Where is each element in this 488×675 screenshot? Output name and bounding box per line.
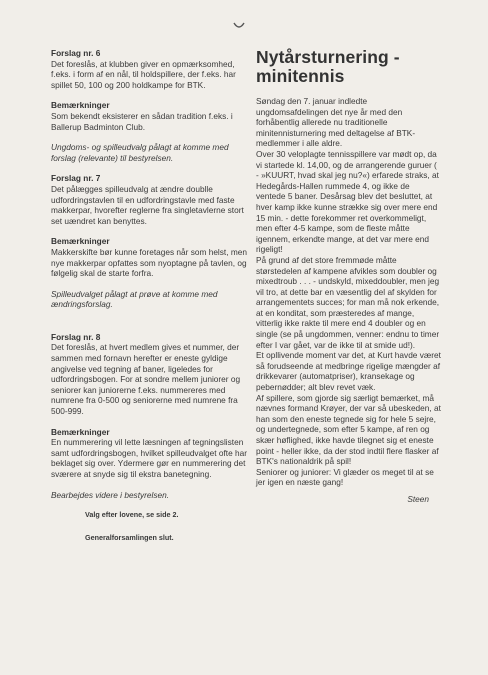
proposal-8-remarks: En nummerering vil lette læsningen af tegningslisten samt udfordringsbogen, hvilket spilleudvalget ofte har beklaget sig over. Ydermere gør en nummerering det sværere at snyde sig til ekstra banetegning.: [51, 437, 248, 479]
proposal-6-body: Det foreslås, at klubben giver en opmærksomhed, f.eks. i form af en nål, til holdspillere, der f.eks. har spillet 50, 100 og 200 holdkampe for BTK.: [51, 58, 236, 90]
article-title: Nytårsturnering - minitennis: [256, 47, 400, 86]
article-paragraph-6: Seniorer og juniorer: Vi glæder os meget til at se jer igen en næste gang!: [256, 466, 434, 488]
proposal-7-body: Det pålægges spilleudvalg at ændre doublle udfordringstavlen til en udfordringstavle med faste makkerpar, hvorefter reglerne fra singletavlerne stort set uændret kan benyttes.: [51, 183, 244, 226]
proposal-7-heading: Forslag nr. 7: [51, 173, 101, 184]
article-paragraph-2: Over 30 veloplagte tennisspillere var mødt op, da vi startede kl. 14,00, og de arrangerende guruer ( - »KUURT, hvad skal jeg nu?«) erfarede straks, at Hedegårds-Hallen rummede 4, og ikke de ventede 5 baner. Desårsag blev det besluttet, at hver kamp ikke kunne strække sig over mere end 15 min. - dette forekommer ret overkommeligt, men efter 4-5 kampe, som de fleste måtte igennem, erkendte mange, at det var mere end rigeligt!: [256, 148, 439, 255]
article-paragraph-5: Af spillere, som gjorde sig særligt bemærket, må nævnes formand Krøyer, der var så ubeskeden, at han som den eneste tegnede sig for hele 5 sejre, og undertegnede, som efter 5 kampe, af ren og skær høflighed, ikke havde tilegnet sig et eneste point - heller ikke, da der stod indtil flere flasker af BTK's nationaldrik på spil!: [256, 392, 441, 467]
proposal-6-remarks-heading: Bemærkninger: [51, 100, 110, 111]
proposal-8-body: Det foreslås, at hvert medlem gives et nummer, der sammen med fornavn herefter er eneste gyldige angivelse ved tegning af baner, ligeledes for udfordringsbogen. For at sondre mellem juniorer og seniorer kan juniorerne f.eks. nummereres med numrene fra 0-500 og seniorerne med numrene fra 500-999.: [51, 342, 241, 417]
proposal-7-remarks: Makkerskifte bør kunne foretages når som helst, men nye makkerpar opfattes som nyoptagne på tavlen, og følgelig skal de starte forfra.: [51, 246, 247, 279]
article-paragraph-3: På grund af det store fremmøde måtte størstedelen af kampene afvikles som doubler og mixedtroub . . . - undskyld, mixeddoubler, men jeg vil tro, at dette bar en væsentlig del af skylden for arrangementets succes; for man må nok erkende, at en konditat, som præsteredes af mange, vitterlig ikke rakte til mere end 4 doubler og en single (se på ungdommen, venner: endnu to timer efter I var gået, var de ikke til at smide ud!).: [256, 254, 440, 350]
article-paragraph-1: Søndag den 7. januar indledte ungdomsafdelingen det nye år med den forhåbentlig allerede nu traditionelle minitennisturnering med deltagelse af BTK-medlemmer i alle aldre.: [256, 96, 416, 149]
proposal-7-remarks-heading: Bemærkninger: [51, 236, 110, 247]
article-signature: Steen: [407, 493, 429, 504]
page-mark: [232, 22, 246, 32]
proposal-6-remarks: Som bekendt eksisterer en sådan tradition f.eks. i Ballerup Badminton Club.: [51, 110, 233, 132]
left-column: [51, 48, 248, 543]
footer-meeting-end: Generalforsamlingen slut.: [85, 532, 174, 542]
proposal-8-heading: Forslag nr. 8: [51, 331, 101, 342]
footer-election-note: Valg efter lovene, se side 2.: [85, 510, 179, 520]
proposal-6-heading: Forslag nr. 6: [51, 48, 101, 58]
proposal-8-remarks-heading: Bemærkninger: [51, 426, 110, 437]
right-column: [256, 48, 441, 505]
proposal-6-decision: Ungdoms- og spilleudvalg pålagt at komme med forslag (relevante) til bestyrelsen.: [51, 142, 229, 163]
article-paragraph-4: Et opllivende moment var det, at Kurt havde været så forudseende at medbringe rigelige mængder af drikkevarer (automatpriser), kransekage og pebernødder; alt blev revet væk.: [256, 350, 441, 393]
proposal-8-decision: Bearbejdes videre i bestyrelsen.: [51, 489, 170, 500]
proposal-7-decision: Spilleudvalget pålagt at prøve at komme med ændringsforslag.: [51, 288, 218, 310]
